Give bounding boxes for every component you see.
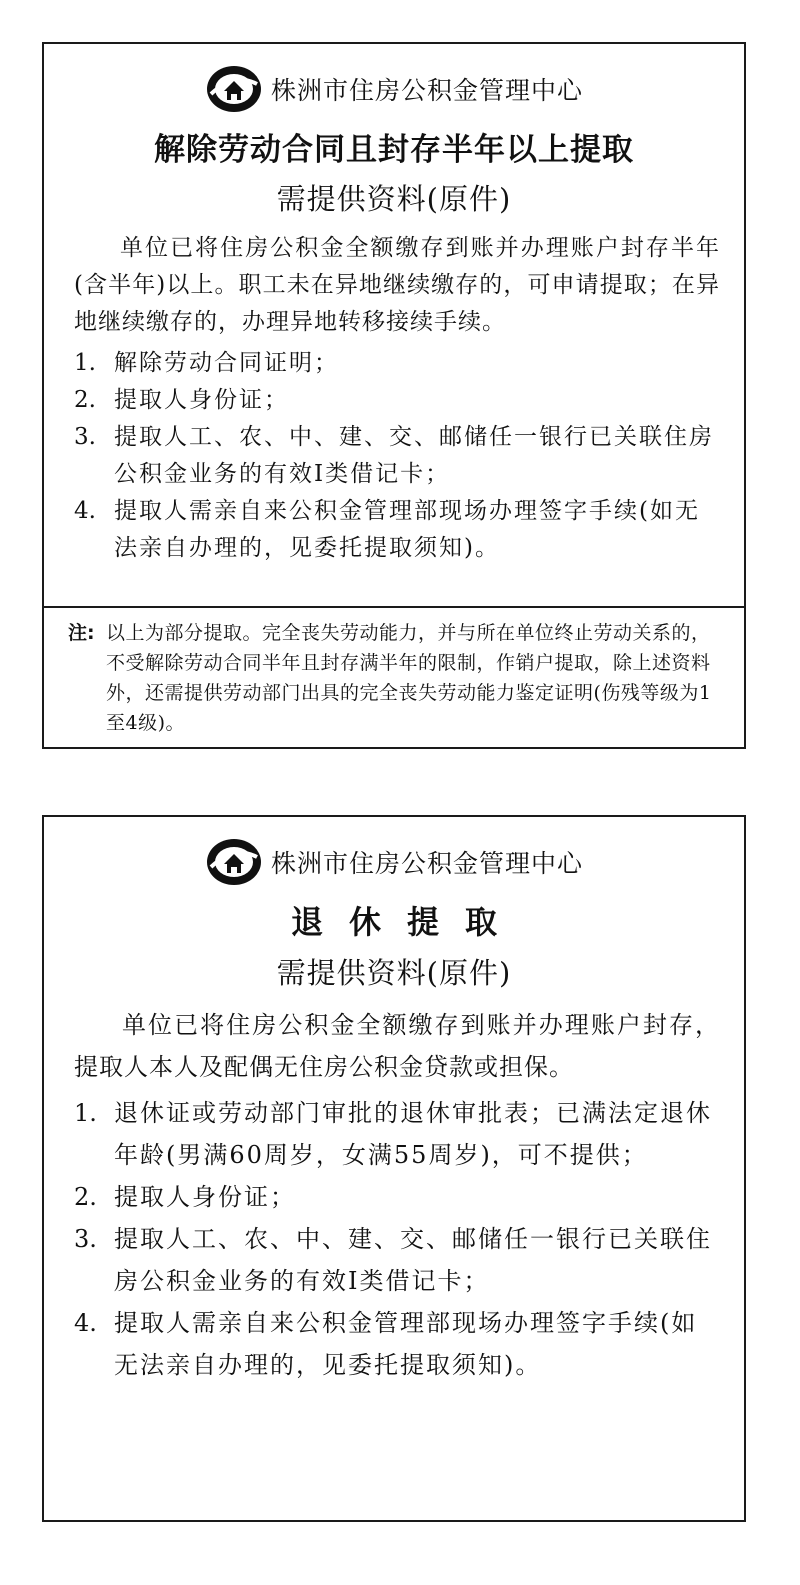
note-text: 以上为部分提取。完全丧失劳动能力，并与所在单位终止劳动关系的，不受解除劳动合同半年且封存满半年的限制，作销户提取，除上述资料外，还需提供劳动部门出具的完全丧失劳动能力鉴定证明(伤残等级为1至4级)。 (106, 622, 712, 734)
item-number: 1. (74, 1099, 97, 1127)
item-number: 2. (74, 1183, 97, 1211)
item-text: 提取人身份证； (114, 1183, 296, 1211)
card-header (44, 64, 744, 114)
list-item (74, 1302, 720, 1386)
item-text: 提取人工、农、中、建、交、邮储任一银行已关联住房公积金业务的有效Ⅰ类借记卡； (114, 424, 714, 487)
card-header (44, 837, 744, 887)
card-subtitle: 需提供资料(原件) (276, 182, 512, 216)
list-item (74, 382, 720, 419)
intro-paragraph: 单位已将住房公积金全额缴存到账并办理账户封存，提取人本人及配偶无住房公积金贷款或担保。 (74, 1011, 720, 1081)
list-item (74, 493, 720, 567)
organization-name: 株洲市住房公积金管理中心 (270, 76, 583, 105)
list-item (74, 419, 720, 493)
item-text: 提取人工、农、中、建、交、邮储任一银行已关联住房公积金业务的有效Ⅰ类借记卡； (114, 1225, 712, 1295)
housing-fund-logo-icon (205, 64, 263, 114)
card-title: 退休提取 (290, 903, 523, 941)
card-title: 解除劳动合同且封存半年以上提取 (154, 132, 634, 168)
item-text: 退休证或劳动部门审批的退休审批表；已满法定退休年龄(男满60周岁，女满55周岁)，可不提供； (114, 1099, 712, 1169)
item-text: 提取人需亲自来公积金管理部现场办理签字手续(如无法亲自办理的，见委托提取须知)。 (114, 498, 700, 561)
note-label: 注: (68, 622, 95, 644)
item-number: 3. (74, 424, 96, 450)
requirements-list (74, 1092, 720, 1386)
list-item (74, 1176, 720, 1218)
item-number: 4. (74, 1309, 97, 1337)
item-number: 2. (74, 387, 96, 413)
list-item (74, 1218, 720, 1302)
organization-name: 株洲市住房公积金管理中心 (270, 849, 583, 878)
item-text: 解除劳动合同证明； (114, 350, 339, 376)
list-item (74, 1092, 720, 1176)
note-section (44, 606, 744, 747)
list-item (74, 345, 720, 382)
intro-paragraph: 单位已将住房公积金全额缴存到账并办理账户封存半年(含半年)以上。职工未在异地继续缴存的，可申请提取；在异地继续缴存的，办理异地转移接续手续。 (74, 235, 720, 335)
item-number: 1. (74, 350, 96, 376)
notice-card-retirement (42, 815, 746, 1522)
notice-card-resignation (42, 42, 746, 749)
housing-fund-logo-icon (205, 837, 263, 887)
requirements-list (74, 345, 720, 567)
item-number: 4. (74, 498, 96, 524)
item-text: 提取人需亲自来公积金管理部现场办理签字手续(如无法亲自办理的，见委托提取须知)。 (114, 1309, 698, 1379)
item-number: 3. (74, 1225, 97, 1253)
card-subtitle: 需提供资料(原件) (276, 956, 512, 990)
item-text: 提取人身份证； (114, 387, 289, 413)
